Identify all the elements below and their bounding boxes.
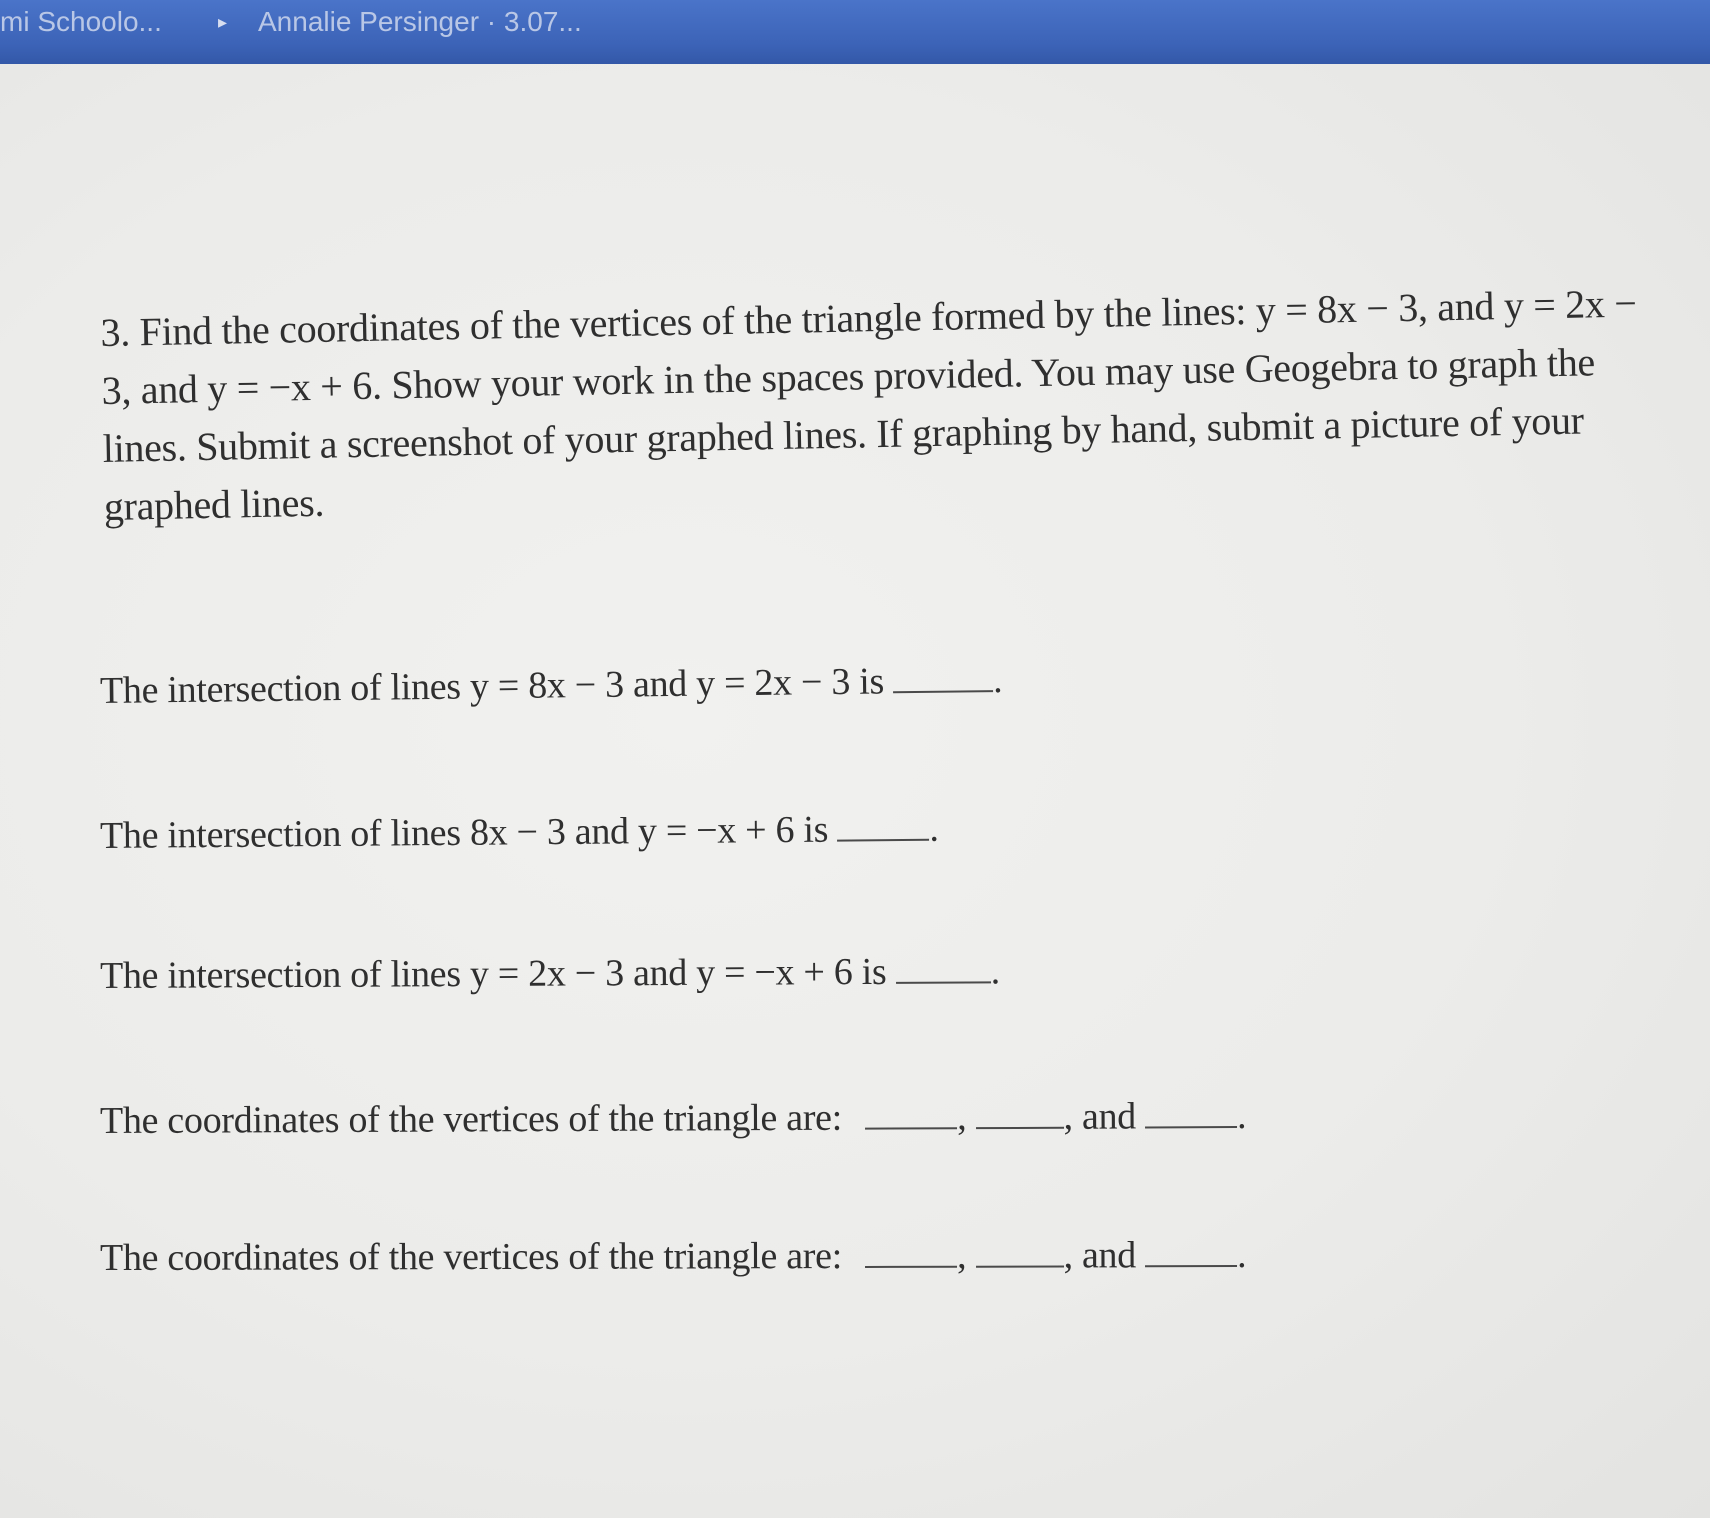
answer-line-3 bbox=[100, 949, 1000, 998]
line-5-text: The coordinates of the vertices of the triangle are: bbox=[99, 1235, 843, 1279]
line-5-and: , and bbox=[1063, 1234, 1136, 1277]
worksheet-page bbox=[0, 64, 1710, 1518]
vertex-blank-6[interactable] bbox=[1145, 1235, 1237, 1267]
answer-blank-1[interactable] bbox=[893, 660, 993, 693]
play-icon: ▸ bbox=[218, 11, 228, 32]
answer-blank-2[interactable] bbox=[837, 809, 929, 842]
line-1-period: . bbox=[992, 658, 1003, 702]
line-3-text: The intersection of lines y = 2x − 3 and y = −x + 6 is bbox=[99, 950, 887, 997]
line-5-comma: , bbox=[957, 1234, 967, 1277]
line-4-and: , and bbox=[1063, 1095, 1137, 1138]
line-4-comma: , bbox=[957, 1096, 967, 1139]
answer-line-1 bbox=[100, 658, 1003, 713]
bookmark-schoology[interactable]: mi Schoolo... bbox=[0, 6, 162, 37]
line-5-period: . bbox=[1237, 1233, 1247, 1277]
line-2-text: The intersection of lines 8x − 3 and y = −x + 6 is bbox=[99, 808, 829, 857]
answer-line-4 bbox=[100, 1094, 1247, 1143]
line-1-text: The intersection of lines y = 8x − 3 and y = 2x − 3 is bbox=[99, 660, 885, 712]
vertex-blank-3[interactable] bbox=[1145, 1096, 1237, 1128]
line-2-period: . bbox=[929, 807, 939, 850]
line-4-period: . bbox=[1237, 1094, 1247, 1138]
bookmark-assignment[interactable]: Annalie Persinger · 3.07... bbox=[258, 6, 582, 37]
browser-bookmark-bar bbox=[0, 0, 1710, 64]
answer-blank-3[interactable] bbox=[896, 951, 991, 983]
vertex-blank-4[interactable] bbox=[865, 1236, 957, 1268]
vertex-blank-2[interactable] bbox=[975, 1097, 1063, 1129]
vertex-blank-5[interactable] bbox=[976, 1235, 1064, 1267]
line-3-period: . bbox=[990, 950, 1000, 993]
line-4-text: The coordinates of the vertices of the triangle are: bbox=[99, 1096, 843, 1142]
question-3: 3. Find the coordinates of the vertices of the triangle formed by the lines: y = 8x − 3, and y = 2x − 3, and y = −x + 6. Show your work in the spaces provided. You may use Geogebra to graph the lines. Submit a screenshot of your graphed lines. If graphing by hand, submit a picture of your graphed lines. bbox=[100, 280, 1637, 529]
vertex-blank-1[interactable] bbox=[865, 1097, 957, 1129]
answer-line-5 bbox=[100, 1233, 1246, 1280]
answer-line-2 bbox=[100, 807, 939, 858]
